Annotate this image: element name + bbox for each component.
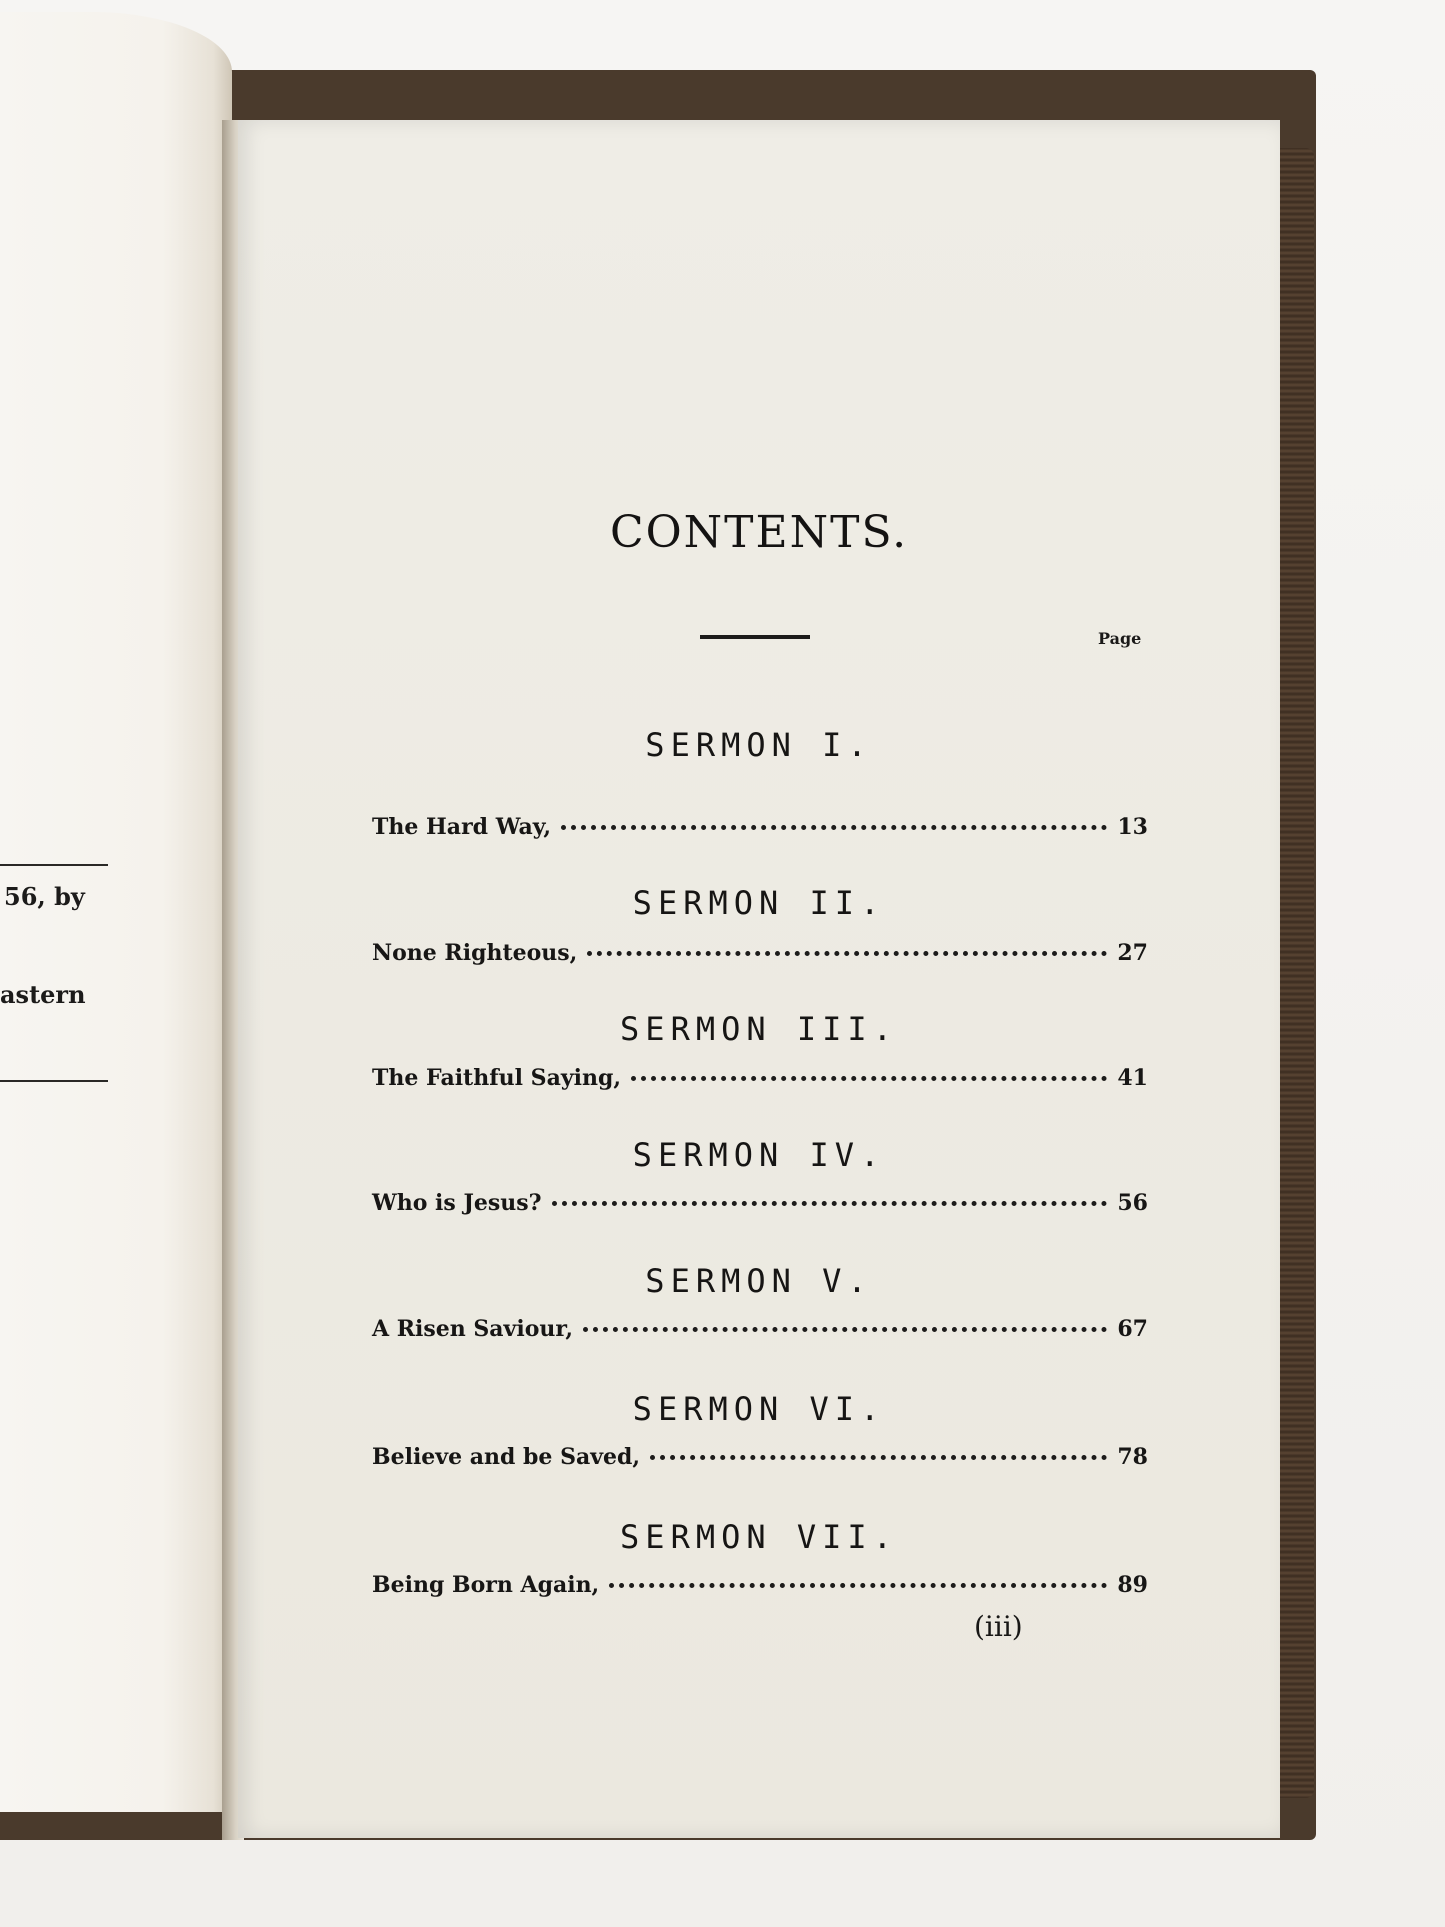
toc-entry-page: 13 — [1117, 814, 1148, 840]
toc-entry-page: 67 — [1117, 1316, 1148, 1342]
toc-entry-5[interactable] — [372, 1316, 1148, 1352]
toc-entry-page: 27 — [1117, 940, 1148, 966]
sermon-heading-3: SERMON III. — [620, 1010, 898, 1048]
contents-page — [238, 120, 1280, 1838]
left-page-fragment-2: astern — [0, 980, 86, 1009]
toc-entry-title: Being Born Again, — [372, 1572, 600, 1598]
toc-entry-page: 56 — [1117, 1190, 1148, 1216]
sermon-heading-4: SERMON IV. — [632, 1136, 886, 1174]
sermon-heading-7: SERMON VII. — [620, 1518, 898, 1556]
toc-entry-6[interactable] — [372, 1444, 1148, 1480]
title-rule — [700, 635, 810, 639]
contents-title: CONTENTS. — [609, 507, 909, 558]
sermon-heading-6: SERMON VI. — [632, 1390, 886, 1428]
leader-dots — [561, 825, 1107, 830]
left-page-rule-top — [0, 864, 108, 866]
toc-entry-1[interactable] — [372, 814, 1148, 850]
book-cover-edge — [1278, 148, 1314, 1798]
page-column-label: Page — [1098, 629, 1142, 648]
leader-dots — [650, 1455, 1107, 1460]
page-folio: (iii) — [974, 1610, 1023, 1643]
toc-entry-2[interactable] — [372, 940, 1148, 976]
toc-entry-page: 41 — [1117, 1065, 1148, 1091]
toc-entry-4[interactable] — [372, 1190, 1148, 1226]
sermon-heading-1: SERMON I. — [645, 726, 873, 764]
sermon-heading-2: SERMON II. — [632, 884, 886, 922]
toc-entry-title: Who is Jesus? — [372, 1190, 542, 1216]
left-page — [0, 12, 232, 1812]
toc-entry-title: None Righteous, — [372, 940, 578, 966]
toc-entry-title: Believe and be Saved, — [372, 1444, 641, 1470]
toc-entry-3[interactable] — [372, 1065, 1148, 1101]
toc-entry-title: The Hard Way, — [372, 814, 552, 840]
toc-entry-page: 78 — [1117, 1444, 1148, 1470]
toc-entry-title: A Risen Saviour, — [372, 1316, 574, 1342]
leader-dots — [631, 1076, 1107, 1081]
sermon-heading-5: SERMON V. — [645, 1262, 873, 1300]
left-page-fragment-1: 56, by — [4, 882, 85, 911]
toc-entry-page: 89 — [1117, 1572, 1148, 1598]
left-page-rule-bottom — [0, 1080, 108, 1082]
leader-dots — [609, 1583, 1107, 1588]
leader-dots — [552, 1201, 1108, 1206]
toc-entry-7[interactable] — [372, 1572, 1148, 1608]
leader-dots — [583, 1327, 1107, 1332]
toc-entry-title: The Faithful Saying, — [372, 1065, 622, 1091]
show-through-text — [368, 280, 376, 310]
leader-dots — [587, 951, 1107, 956]
